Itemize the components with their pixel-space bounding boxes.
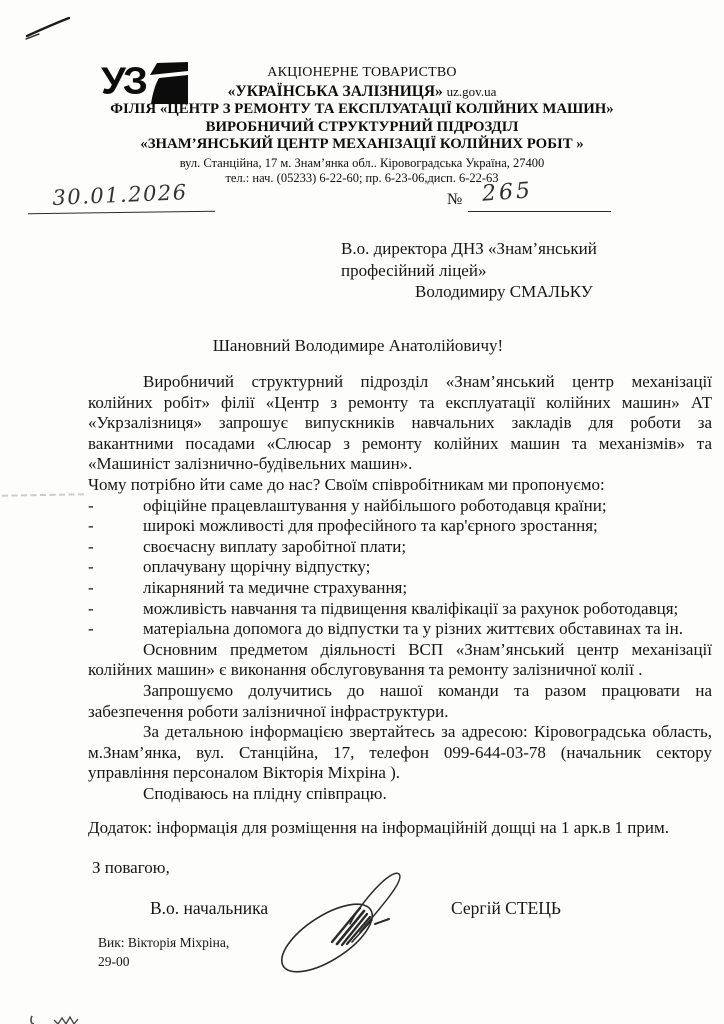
attachment-note: Додаток: інформація для розміщення на інформаційній дощці на 1 арк.в 1 прим. xyxy=(88,818,669,837)
org-website: uz.gov.ua xyxy=(446,84,497,99)
bullet-dash: - xyxy=(88,536,94,556)
letter-body xyxy=(88,372,712,804)
branch-name: ФІЛІЯ «ЦЕНТР З РЕМОНТУ ТА ЕКСПЛУАТАЦІЇ КОЛІЙНИХ МАШИН» xyxy=(110,101,614,117)
bullet-dash: - xyxy=(88,619,94,639)
benefit-text: офіційне працевлаштування у найбільшого роботодавця країни; xyxy=(143,495,607,515)
benefit-text: своєчасну виплату заробітної плати; xyxy=(143,536,407,556)
addressee-name: Володимиру СМАЛЬКУ xyxy=(415,282,593,301)
benefit-item xyxy=(88,599,712,620)
signature-scribble xyxy=(262,858,462,998)
benefit-item xyxy=(88,619,712,640)
date-underline xyxy=(28,211,215,215)
benefit-item xyxy=(88,516,712,537)
benefit-text: матеріальна допомога до відпустки та у різних життєвих обставинах та ін. xyxy=(143,619,684,639)
org-name: «УКРАЇНСЬКА ЗАЛІЗНИЦЯ» xyxy=(227,83,443,100)
benefit-item xyxy=(88,496,712,517)
bullet-dash: - xyxy=(88,557,94,577)
paragraph-contacts: За детальною інформацією звертайтесь за адресою: Кіровоградська область, м.Знам’янка, вул. Станційна, 17, телефон 099-644-03-78 (начальник сектору управління персоналом Вікторія Міхріна ). xyxy=(88,722,712,783)
bullet-dash: - xyxy=(88,598,94,618)
addressee-line: професійний ліцей» xyxy=(341,260,487,280)
clipped-bottom-mark xyxy=(24,1014,82,1024)
handwritten-number: 265 xyxy=(481,178,534,207)
signer-position: В.о. начальника xyxy=(150,898,269,918)
executor-block xyxy=(98,933,229,971)
closing-phrase: З повагою, xyxy=(92,858,170,877)
org-phones: тел.: нач. (05233) 6-22-60; пр. 6-23-06,дисп. 6-22-63 xyxy=(225,170,499,185)
division-name: ВИРОБНИЧИЙ СТРУКТУРНИЙ ПІДРОЗДІЛ xyxy=(205,118,519,135)
executor-phone: 29-00 xyxy=(98,954,130,969)
paragraph-question: Чому потрібно йти саме до нас? Своїм співробітникам ми пропонуємо: xyxy=(88,474,605,494)
org-address: вул. Станційна, 17 м. Знам’янка обл.. Кіровоградська Україна, 27400 xyxy=(179,155,545,170)
addressee-block xyxy=(341,238,597,303)
salutation: Шановний Володимире Анатолійовичу! xyxy=(212,336,504,355)
executor-name: Вик: Вікторія Міхріна, xyxy=(98,935,230,950)
bullet-dash: - xyxy=(88,577,94,597)
paragraph-activity: Основним предметом діяльності ВСП «Знам’янський центр механізації колійних машин» є виконання обслуговування та ремонту залізничної колії . xyxy=(88,639,712,680)
uz-logo-letters: УЗ xyxy=(101,59,145,103)
number-underline xyxy=(468,211,611,212)
benefit-text: лікарняний та медичне страхування; xyxy=(143,577,408,597)
scan-artifact-dashes xyxy=(2,493,84,496)
paragraph-invite: Запрошуємо долучитись до нашої команди та разом працювати на забезпечення роботи залізничної інфраструктури. xyxy=(88,680,712,721)
bullet-dash: - xyxy=(88,516,94,536)
signer-name: Сергій СТЕЦЬ xyxy=(451,898,561,918)
unit-name: «ЗНАМ’ЯНСЬКИЙ ЦЕНТР МЕХАНІЗАЦІЇ КОЛІЙНИХ РОБІТ » xyxy=(140,136,584,152)
paragraph-hope: Сподіваюсь на плідну співпрацю. xyxy=(143,783,387,803)
benefit-text: можливість навчання та підвищення кваліфікації за рахунок роботодавця; xyxy=(143,598,679,618)
benefit-text: широкі можливості для професійного та кар'єрного зростання; xyxy=(143,516,598,536)
benefit-text: оплачувану щорічну відпустку; xyxy=(143,557,371,577)
handwritten-date: 30.01.2026 xyxy=(51,180,189,210)
letterhead xyxy=(62,64,662,185)
paragraph-intro: Виробничий структурний підрозділ «Знам’янський центр механізації колійних робіт» філії «Центр з ремонту та експлуатації колійних машин» АТ «Укрзалізниця» запрошує випускників навчальних закладів для роботи за вакантними посадами «Слюсар з ремонту колійних машин та механізмів» та «Машиніст залізнично-будівельних машин». xyxy=(88,372,712,474)
org-name-line xyxy=(62,82,662,101)
addressee-line: В.о. директора ДНЗ «Знам’янський xyxy=(341,239,597,258)
benefit-item xyxy=(88,537,712,558)
benefit-item xyxy=(88,557,712,578)
bullet-dash: - xyxy=(88,495,94,515)
number-sign-label: № xyxy=(447,191,463,208)
pen-stroke-mark xyxy=(24,12,78,42)
org-type: АКЦІОНЕРНЕ ТОВАРИСТВО xyxy=(267,65,457,80)
benefit-item xyxy=(88,578,712,599)
